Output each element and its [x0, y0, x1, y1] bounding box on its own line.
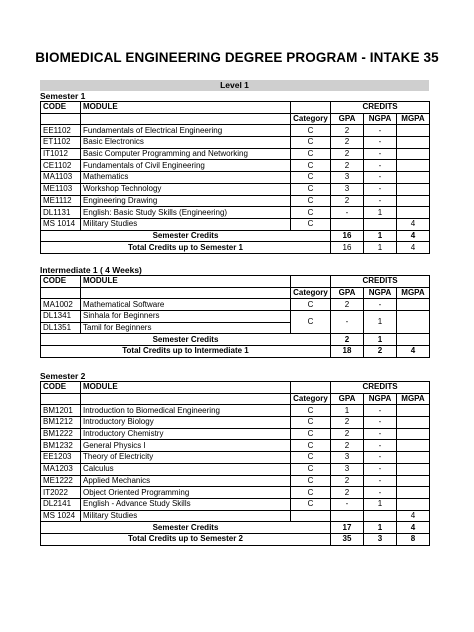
total-credits-row: [41, 533, 430, 545]
module-cell: Introductory Chemistry: [81, 428, 291, 440]
table-row: [41, 510, 430, 522]
category-cell: C: [291, 417, 331, 429]
table-row: [41, 183, 430, 195]
gpa-total: 16: [331, 230, 364, 242]
mgpa-header: MGPA: [397, 393, 430, 405]
gpa-header: GPA: [331, 287, 364, 299]
module-cell: Fundamentals of Electrical Engineering: [81, 125, 291, 137]
code-cell: MA1103: [41, 172, 81, 184]
header-row: [41, 276, 430, 288]
table-row: [41, 137, 430, 149]
ngpa-cell: 1: [364, 207, 397, 219]
gpa-total: 18: [331, 346, 364, 358]
mgpa-total: 4: [397, 522, 430, 534]
module-cell: English - Advance Study Skills: [81, 498, 291, 510]
gpa-cell: 2: [331, 160, 364, 172]
code-cell: BM1222: [41, 428, 81, 440]
code-cell: IT2022: [41, 487, 81, 499]
gpa-cell: 2: [331, 299, 364, 311]
ngpa-cell: 1: [364, 498, 397, 510]
intermediate-1-label: Intermediate 1 ( 4 Weeks): [40, 265, 142, 275]
ngpa-cell: -: [364, 137, 397, 149]
mgpa-cell: 4: [397, 218, 430, 230]
semester-1-table: [40, 101, 430, 254]
total-credits-row: [41, 242, 430, 254]
category-cell: C: [291, 148, 331, 160]
gpa-cell: 1: [331, 405, 364, 417]
total-credits-label: Total Credits up to Semester 2: [41, 533, 331, 545]
code-cell: DL1351: [41, 322, 81, 334]
ngpa-total: 1: [364, 334, 397, 346]
ngpa-cell: -: [364, 183, 397, 195]
module-header: MODULE: [81, 102, 291, 114]
code-cell: MA1002: [41, 299, 81, 311]
gpa-total: 2: [331, 334, 364, 346]
gpa-cell: 2: [331, 137, 364, 149]
module-cell: English: Basic Study Skills (Engineering): [81, 207, 291, 219]
total-credits-label: Total Credits up to Intermediate 1: [41, 346, 331, 358]
ngpa-total: 2: [364, 346, 397, 358]
table-row: [41, 498, 430, 510]
category-cell: C: [291, 475, 331, 487]
total-credits-label: Total Credits up to Semester 1: [41, 242, 331, 254]
code-cell: MS 1024: [41, 510, 81, 522]
code-header: CODE: [41, 102, 81, 114]
table-row: [41, 417, 430, 429]
mgpa-total: 4: [397, 346, 430, 358]
mgpa-cell: 4: [397, 510, 430, 522]
ngpa-cell: -: [364, 172, 397, 184]
ngpa-cell: -: [364, 440, 397, 452]
semester-2-table: [40, 381, 430, 546]
intermediate-1-table: [40, 275, 430, 358]
module-cell: Mathematics: [81, 172, 291, 184]
mgpa-cell: [397, 183, 430, 195]
code-header: CODE: [41, 276, 81, 288]
code-cell: IT1012: [41, 148, 81, 160]
ngpa-cell: -: [364, 463, 397, 475]
semester-credits-label: Semester Credits: [41, 230, 331, 242]
category-cell: C: [291, 195, 331, 207]
module-cell: Fundamentals of Civil Engineering: [81, 160, 291, 172]
category-cell: C: [291, 137, 331, 149]
category-cell: C: [291, 428, 331, 440]
module-cell: Basic Electronics: [81, 137, 291, 149]
category-cell: C: [291, 463, 331, 475]
header-row: [41, 102, 430, 114]
ngpa-cell: -: [364, 417, 397, 429]
subheader-row: [41, 287, 430, 299]
gpa-cell: 2: [331, 440, 364, 452]
module-cell: Applied Mechanics: [81, 475, 291, 487]
credits-header: CREDITS: [331, 102, 430, 114]
mgpa-cell: [397, 452, 430, 464]
module-cell: Theory of Electricity: [81, 452, 291, 464]
code-cell: EE1203: [41, 452, 81, 464]
mgpa-cell: [397, 428, 430, 440]
ngpa-total: 1: [364, 230, 397, 242]
category-cell: C: [291, 487, 331, 499]
mgpa-cell: [397, 487, 430, 499]
gpa-cell: -: [331, 311, 364, 334]
gpa-cell: 2: [331, 125, 364, 137]
table-row: [41, 160, 430, 172]
mgpa-cell: [397, 498, 430, 510]
table-row: [41, 218, 430, 230]
mgpa-header: MGPA: [397, 287, 430, 299]
subheader-row: [41, 393, 430, 405]
code-cell: MA1203: [41, 463, 81, 475]
code-cell: DL1131: [41, 207, 81, 219]
module-cell: Workshop Technology: [81, 183, 291, 195]
code-header: CODE: [41, 382, 81, 394]
gpa-total: 35: [331, 533, 364, 545]
mgpa-total: 4: [397, 230, 430, 242]
module-cell: Introductory Biology: [81, 417, 291, 429]
ngpa-cell: [364, 510, 397, 522]
table-row: [41, 125, 430, 137]
category-cell: C: [291, 498, 331, 510]
gpa-total: 17: [331, 522, 364, 534]
code-cell: BM1212: [41, 417, 81, 429]
code-cell: BM1201: [41, 405, 81, 417]
ngpa-cell: -: [364, 487, 397, 499]
ngpa-header: NGPA: [364, 113, 397, 125]
category-cell: C: [291, 183, 331, 195]
mgpa-cell: [397, 172, 430, 184]
ngpa-cell: -: [364, 160, 397, 172]
module-cell: Calculus: [81, 463, 291, 475]
gpa-cell: 3: [331, 183, 364, 195]
module-cell: Basic Computer Programming and Networking: [81, 148, 291, 160]
gpa-cell: [331, 510, 364, 522]
table-row: [41, 475, 430, 487]
table-row: [41, 405, 430, 417]
mgpa-cell: [397, 405, 430, 417]
category-header: Category: [291, 287, 331, 299]
subheader-row: [41, 113, 430, 125]
mgpa-cell: [397, 137, 430, 149]
credits-header: CREDITS: [331, 382, 430, 394]
gpa-cell: 3: [331, 172, 364, 184]
gpa-cell: 3: [331, 463, 364, 475]
module-cell: General Physics I: [81, 440, 291, 452]
ngpa-cell: -: [364, 405, 397, 417]
ngpa-cell: -: [364, 428, 397, 440]
category-header: Category: [291, 113, 331, 125]
category-cell: C: [291, 160, 331, 172]
table-row: [41, 195, 430, 207]
module-cell: Military Studies: [81, 510, 291, 522]
mgpa-total: 8: [397, 533, 430, 545]
category-cell: C: [291, 405, 331, 417]
ngpa-cell: 1: [364, 311, 397, 334]
semester-credits-label: Semester Credits: [41, 522, 331, 534]
ngpa-cell: -: [364, 299, 397, 311]
module-header: MODULE: [81, 382, 291, 394]
category-cell: C: [291, 125, 331, 137]
code-cell: DL2141: [41, 498, 81, 510]
semester-credits-row: [41, 522, 430, 534]
category-cell: C: [291, 207, 331, 219]
code-cell: DL1341: [41, 311, 81, 323]
code-cell: ET1102: [41, 137, 81, 149]
ngpa-header: NGPA: [364, 393, 397, 405]
total-credits-row: [41, 346, 430, 358]
module-cell: Military Studies: [81, 218, 291, 230]
gpa-cell: 2: [331, 428, 364, 440]
page-title: BIOMEDICAL ENGINEERING DEGREE PROGRAM - INTAKE 35: [35, 50, 439, 65]
code-cell: ME1222: [41, 475, 81, 487]
table-row: [41, 172, 430, 184]
mgpa-cell: [397, 148, 430, 160]
module-cell: Engineering Drawing: [81, 195, 291, 207]
mgpa-cell: [397, 440, 430, 452]
mgpa-cell: [397, 463, 430, 475]
ngpa-cell: -: [364, 125, 397, 137]
semester-credits-row: [41, 334, 430, 346]
code-cell: CE1102: [41, 160, 81, 172]
category-cell: C: [291, 299, 331, 311]
category-cell: C: [291, 311, 331, 334]
code-cell: ME1112: [41, 195, 81, 207]
mgpa-cell: [397, 195, 430, 207]
module-cell: Introduction to Biomedical Engineering: [81, 405, 291, 417]
category-header: Category: [291, 393, 331, 405]
ngpa-total: 3: [364, 533, 397, 545]
table-row: [41, 311, 430, 323]
ngpa-total: 1: [364, 522, 397, 534]
ngpa-total: 1: [364, 242, 397, 254]
mgpa-cell: [397, 311, 430, 334]
code-cell: EE1102: [41, 125, 81, 137]
semester-1-label: Semester 1: [40, 91, 86, 101]
credits-header: CREDITS: [331, 276, 430, 288]
ngpa-cell: -: [364, 475, 397, 487]
mgpa-cell: [397, 299, 430, 311]
table-row: [41, 148, 430, 160]
table-row: [41, 299, 430, 311]
mgpa-cell: [397, 207, 430, 219]
category-cell: C: [291, 452, 331, 464]
gpa-cell: 2: [331, 475, 364, 487]
gpa-cell: [331, 218, 364, 230]
mgpa-cell: [397, 417, 430, 429]
table-row: [41, 452, 430, 464]
table-row: [41, 428, 430, 440]
gpa-cell: -: [331, 207, 364, 219]
ngpa-cell: -: [364, 148, 397, 160]
header-row: [41, 382, 430, 394]
category-cell: [291, 510, 331, 522]
ngpa-header: NGPA: [364, 287, 397, 299]
code-cell: MS 1014: [41, 218, 81, 230]
category-cell: C: [291, 440, 331, 452]
code-cell: ME1103: [41, 183, 81, 195]
mgpa-cell: [397, 160, 430, 172]
semester-2-label: Semester 2: [40, 371, 86, 381]
module-cell: Sinhala for Beginners: [81, 311, 291, 323]
mgpa-header: MGPA: [397, 113, 430, 125]
module-cell: Mathematical Software: [81, 299, 291, 311]
ngpa-cell: -: [364, 452, 397, 464]
category-cell: C: [291, 218, 331, 230]
mgpa-total: 4: [397, 242, 430, 254]
gpa-cell: 3: [331, 452, 364, 464]
gpa-cell: 2: [331, 487, 364, 499]
level-label: Level 1: [40, 80, 429, 91]
code-cell: BM1232: [41, 440, 81, 452]
module-cell: Tamil for Beginners: [81, 322, 291, 334]
gpa-cell: -: [331, 498, 364, 510]
mgpa-total: [397, 334, 430, 346]
ngpa-cell: [364, 218, 397, 230]
gpa-cell: 2: [331, 148, 364, 160]
gpa-header: GPA: [331, 393, 364, 405]
category-cell: C: [291, 172, 331, 184]
semester-credits-row: [41, 230, 430, 242]
table-row: [41, 207, 430, 219]
module-cell: Object Oriented Programming: [81, 487, 291, 499]
semester-credits-label: Semester Credits: [41, 334, 331, 346]
gpa-cell: 2: [331, 195, 364, 207]
gpa-cell: 2: [331, 417, 364, 429]
table-row: [41, 487, 430, 499]
table-row: [41, 440, 430, 452]
gpa-header: GPA: [331, 113, 364, 125]
mgpa-cell: [397, 125, 430, 137]
gpa-total: 16: [331, 242, 364, 254]
module-header: MODULE: [81, 276, 291, 288]
mgpa-cell: [397, 475, 430, 487]
ngpa-cell: -: [364, 195, 397, 207]
table-row: [41, 463, 430, 475]
